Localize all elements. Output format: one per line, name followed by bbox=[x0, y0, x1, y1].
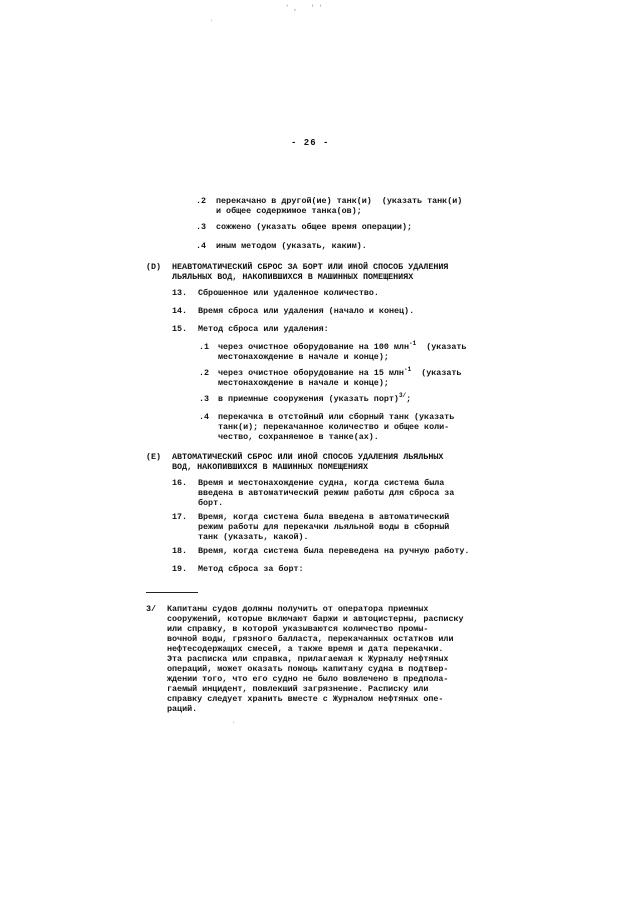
item-line: через очистное оборудование на 100 млн$^{-1}$ (указать bbox=[218, 340, 467, 352]
footnote-line: ждении того, что его судно не было вовлечено в предпола- bbox=[167, 674, 449, 684]
page-number: - 26 - bbox=[291, 138, 330, 148]
scan-speck: ' bbox=[232, 721, 236, 728]
item-line: танк(и); перекачанное количество и общее коли- bbox=[218, 422, 450, 432]
footnote-line: операций, может оказать помощь капитану судна в подтвер- bbox=[167, 664, 449, 674]
footnote-line: Эта расписка или справка, прилагаемая к Журналу нефтяных bbox=[167, 654, 449, 664]
item-line: введена в автоматический режим работы для сброса за bbox=[198, 488, 455, 498]
item-num: 16. bbox=[172, 478, 188, 488]
section-label: (D) bbox=[146, 262, 162, 272]
item-num: .1 bbox=[199, 342, 210, 352]
item-line: борт. bbox=[198, 498, 224, 508]
item-num: .3 bbox=[196, 222, 207, 232]
footnote-line: или справку, в которой указываются количество промы- bbox=[167, 624, 429, 634]
footnote-line: справку следует хранить вместе с Журналом нефтяных опе- bbox=[167, 694, 444, 704]
item-num: 18. bbox=[172, 546, 188, 556]
footnote-marker: 3/ bbox=[146, 604, 157, 614]
superscript: -1 bbox=[403, 366, 412, 373]
item-num: .4 bbox=[196, 241, 207, 251]
item-line: чество, сохраняемое в танке(ах). bbox=[218, 432, 379, 442]
item-num: 17. bbox=[172, 512, 188, 522]
item-num: 14. bbox=[172, 306, 188, 316]
item-line: сожжено (указать общее время операции); bbox=[216, 222, 413, 232]
section-heading: АВТОМАТИЧЕСКИЙ СБРОС ИЛИ ИНОЙ СПОСОБ УДАЛЕНИЯ ЛЬЯЛЬНЫХ bbox=[172, 452, 444, 462]
item-line: Время сброса или удаления (начало и конец). bbox=[198, 306, 415, 316]
item-line: Время, когда система была переведена на ручную работу. bbox=[198, 546, 470, 556]
item-line: Время, когда система была введена в автоматический bbox=[198, 512, 450, 522]
item-num: .3 bbox=[199, 394, 210, 404]
item-line: иным методом (указать, каким). bbox=[216, 241, 367, 251]
item-line: Сброшенное или удаленное количество. bbox=[198, 288, 379, 298]
item-line: Время и местонахождение судна, когда система была bbox=[198, 478, 445, 488]
footnote-ref: 3/ bbox=[398, 392, 407, 399]
item-num: .2 bbox=[199, 368, 210, 378]
superscript: -1 bbox=[408, 340, 417, 347]
footnote-line: Капитаны судов должны получить от оператора приемных bbox=[167, 604, 429, 614]
item-line: Метод сброса за борт: bbox=[198, 564, 304, 574]
footnote-line: гаемый инцидент, повлекший загрязнение. Расписку или bbox=[167, 684, 429, 694]
item-line: и общее содержимое танка(ов); bbox=[216, 206, 362, 216]
item-num: .4 bbox=[199, 412, 210, 422]
item-line: Метод сброса или удаления: bbox=[198, 324, 329, 334]
item-line: в приемные сооружения (указать порт)$^{3/}$; bbox=[218, 392, 412, 404]
footnote-line: нефтесодержащих смесей, а также время и дата перекачки. bbox=[167, 644, 444, 654]
scan-speck: ' bbox=[210, 19, 214, 26]
scan-specks: ' , ' ' bbox=[285, 5, 323, 13]
footnote-line: вочной воды, грязного балласта, перекачанных остатков или bbox=[167, 634, 454, 644]
item-line: перекачано в другой(ие) танк(и) (указать танк(и) bbox=[216, 196, 463, 206]
item-num: .2 bbox=[196, 196, 207, 206]
section-heading: ВОД, НАКОПИВШИХСЯ В МАШИННЫХ ПОМЕЩЕНИЯХ bbox=[172, 462, 369, 472]
item-line: местонахождение в начале и конце); bbox=[218, 378, 389, 388]
item-line: местонахождение в начале и конце); bbox=[218, 352, 389, 362]
footnote-line: раций. bbox=[167, 704, 198, 714]
item-line: перекачка в отстойный или сборный танк (указать bbox=[218, 412, 455, 422]
section-heading: ЛЬЯЛЬНЫХ ВОД, НАКОПИВШИХСЯ В МАШИННЫХ ПОМЕЩЕНИЯХ bbox=[172, 272, 414, 282]
item-line: танк (указать, какой). bbox=[198, 532, 309, 542]
item-num: 15. bbox=[172, 324, 188, 334]
footnote-line: сооружений, которые включают баржи и автоцистерны, расписку bbox=[167, 614, 464, 624]
item-num: 13. bbox=[172, 288, 188, 298]
section-label: (E) bbox=[146, 452, 162, 462]
section-heading: НЕАВТОМАТИЧЕСКИЙ СБРОС ЗА БОРТ ИЛИ ИНОЙ СПОСОБ УДАЛЕНИЯ bbox=[172, 262, 449, 272]
item-line: режим работы для перекачки льяльной воды в сборный bbox=[198, 522, 450, 532]
item-num: 19. bbox=[172, 564, 188, 574]
item-line: через очистное оборудование на 15 млн$^{-1}$ (указать bbox=[218, 366, 462, 378]
footnote-divider bbox=[146, 592, 198, 593]
